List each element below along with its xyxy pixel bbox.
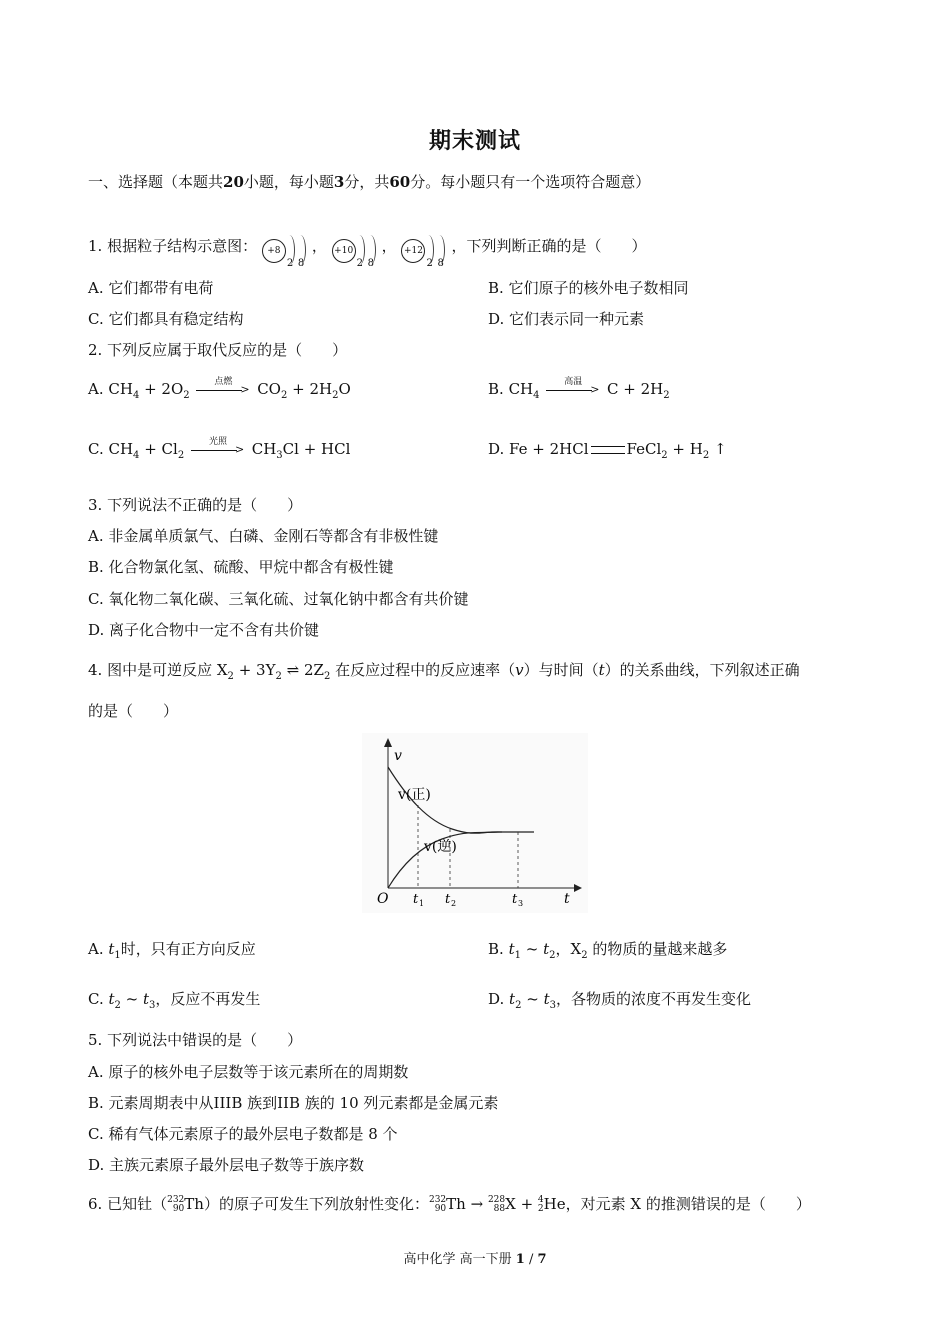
tick-t2-sub: 2 bbox=[451, 899, 457, 908]
q6-stem-c: ，对元素 X 的推测错误的是（ ） bbox=[565, 1195, 811, 1213]
q1-stem-prefix: 1. 根据粒子结构示意图： bbox=[88, 237, 258, 255]
x-axis-label: t bbox=[564, 891, 570, 907]
q4-stem-c: ）与时间（ bbox=[523, 661, 599, 679]
q4-option-c: C. $t_2$ ~ $t_3$，反应不再发生 bbox=[88, 990, 261, 1011]
shell-count: 8 bbox=[367, 258, 375, 269]
tick-t3: t bbox=[512, 892, 518, 907]
q5-option-a: A. 原子的核外电子层数等于该元素所在的周期数 bbox=[88, 1063, 409, 1081]
q5-option-c: C. 稀有气体元素原子的最外层电子数都是 8 个 bbox=[88, 1125, 398, 1143]
shell-count: 8 bbox=[437, 258, 444, 269]
reverse-curve-label: v(逆) bbox=[424, 839, 457, 855]
th-number: 90 bbox=[434, 1204, 447, 1214]
q2-b-label: B. bbox=[488, 380, 504, 398]
q4-a-text: 时，只有正方向反应 bbox=[120, 940, 256, 958]
q3-option-a: A. 非金属单质氯气、白磷、金刚石等都含有非极性键 bbox=[88, 527, 439, 545]
th-symbol: Th bbox=[184, 1195, 204, 1213]
atom-diagram-3 bbox=[401, 227, 451, 267]
q2-option-c: C. $CH_4 + Cl_2$ 光照 > $CH_3Cl$ + HCl bbox=[88, 440, 350, 461]
x-mass: 228 bbox=[487, 1195, 506, 1205]
q2-a-label: A. bbox=[88, 380, 104, 398]
q4-stem-b: 在反应过程中的反应速率（ bbox=[335, 661, 516, 679]
q2-option-a: A. $CH_4 + 2O_2$ 点燃 > $CO_2 + 2H_2O$ bbox=[88, 380, 351, 401]
q1-sep: ， bbox=[311, 237, 327, 255]
shell-count: 2 bbox=[286, 258, 294, 269]
question-4-stem: 4. 图中是可逆反应 $X_2 + 3Y_2$ ⇌ $2Z_2$ 在反应过程中的反应速率（v）与时间（t）的关系曲线，下列叙述正确 bbox=[88, 661, 800, 682]
th-nuclide-scripts bbox=[167, 1196, 184, 1214]
q4-option-b: B. $t_1$ ~ $t_2$，$X_2$ 的物质的量越来越多 bbox=[488, 940, 728, 961]
q2-d-label: D. bbox=[488, 440, 505, 458]
tick-t3-sub: 3 bbox=[518, 899, 524, 908]
section-total: 60 bbox=[389, 173, 411, 191]
footer-sep: / bbox=[524, 1252, 538, 1267]
section-header bbox=[88, 171, 650, 192]
he-mass: 4 bbox=[537, 1195, 544, 1205]
tick-t2: t bbox=[445, 892, 451, 907]
q1-stem-suffix: ，下列判断正确的是（ ） bbox=[451, 237, 647, 255]
q1-option-b: B. 它们原子的核外电子数相同 bbox=[488, 279, 689, 297]
q5-option-d: D. 主族元素原子最外层电子数等于族序数 bbox=[88, 1156, 365, 1174]
y-axis-label: v bbox=[394, 748, 402, 764]
q1-option-a: A. 它们都带有电荷 bbox=[88, 279, 214, 297]
q4-c-text: ，反应不再发生 bbox=[155, 990, 261, 1008]
question-5-stem: 5. 下列说法中错误的是（ ） bbox=[88, 1031, 303, 1049]
question-4-stem-line2: 的是（ ） bbox=[88, 702, 179, 720]
section-score: 3 bbox=[333, 173, 345, 191]
q3-option-b: B. 化合物氯化氢、硫酸、甲烷中都含有极性键 bbox=[88, 558, 394, 576]
footer-total: 7 bbox=[537, 1252, 547, 1267]
he-symbol: He bbox=[543, 1195, 566, 1213]
tick-t1: t bbox=[413, 892, 419, 907]
q4-d-label: D. bbox=[488, 990, 505, 1008]
q3-option-c: C. 氧化物二氧化碳、三氧化硫、过氧化钠中都含有共价键 bbox=[88, 590, 469, 608]
q1-sep: ， bbox=[381, 237, 397, 255]
shell-count: 8 bbox=[297, 258, 305, 269]
q2-option-b: B. $CH_4$ 高温 > $C + 2H_2$ bbox=[488, 380, 670, 401]
question-3-stem: 3. 下列说法不正确的是（ ） bbox=[88, 496, 303, 514]
atom-diagram-1 bbox=[262, 227, 312, 267]
reaction-arrow: 点燃 > bbox=[196, 383, 250, 397]
q4-b-label: B. bbox=[488, 940, 504, 958]
q2-option-d: D. Fe + 2HCl FeCl$_2$ + $H_2$ ↑ bbox=[488, 440, 727, 461]
section-mid2: 分，共 bbox=[344, 173, 390, 191]
th-mass: 232 bbox=[428, 1195, 447, 1205]
forward-curve-label: v(正) bbox=[398, 787, 431, 803]
atom-diagram-2 bbox=[332, 227, 382, 267]
page-title: 期末测试 bbox=[428, 128, 521, 154]
section-count: 20 bbox=[223, 173, 244, 191]
origin-label: O bbox=[377, 891, 389, 907]
q4-option-d: D. $t_2$ ~ $t_3$，各物质的浓度不再发生变化 bbox=[488, 990, 751, 1011]
page-footer bbox=[0, 1248, 950, 1267]
equals-sign bbox=[591, 446, 625, 454]
nucleus-2: +10 bbox=[332, 239, 356, 263]
footer-page: 1 bbox=[515, 1252, 525, 1267]
section-suffix: 分。每小题只有一个选项符合题意） bbox=[410, 173, 651, 191]
th-symbol: Th bbox=[446, 1195, 466, 1213]
q1-option-d: D. 它们表示同一种元素 bbox=[488, 310, 645, 328]
reaction-arrow: 光照 > bbox=[191, 443, 245, 457]
q4-c-label: C. bbox=[88, 990, 104, 1008]
q4-b-text: 的物质的量越来越多 bbox=[592, 940, 728, 958]
question-6-stem: 6. 已知钍（232 90Th）的原子可发生下列放射性变化：232 90Th → 228 88X + 4 2He，对元素 X 的推测错误的是（ ） bbox=[88, 1195, 811, 1214]
q4-a-label: A. bbox=[88, 940, 104, 958]
he-number: 2 bbox=[537, 1204, 544, 1214]
condition-label: 光照 bbox=[208, 437, 227, 447]
th-nuclide-scripts-2 bbox=[429, 1196, 446, 1214]
q6-stem-a: 6. 已知钍（ bbox=[88, 1195, 168, 1213]
q2-c-label: C. bbox=[88, 440, 104, 458]
x-symbol: X bbox=[505, 1195, 516, 1213]
q4-t: t bbox=[598, 661, 605, 679]
footer-text: 高中化学 高一下册 bbox=[403, 1252, 512, 1267]
x-number: 88 bbox=[493, 1204, 506, 1214]
q4-option-a: A. $t_1$时，只有正方向反应 bbox=[88, 940, 256, 961]
shell-count: 2 bbox=[426, 258, 433, 269]
section-prefix: 一、选择题（本题共 bbox=[88, 173, 224, 191]
q4-stem-d: ）的关系曲线，下列叙述正确 bbox=[604, 661, 800, 679]
reaction-arrow: 高温 > bbox=[546, 383, 600, 397]
question-1-stem bbox=[88, 226, 647, 269]
q5-option-b: B. 元素周期表中从IIIB 族到IIB 族的 10 列元素都是金属元素 bbox=[88, 1094, 499, 1112]
q4-stem-a: 4. 图中是可逆反应 bbox=[88, 661, 213, 679]
x-nuclide-scripts bbox=[488, 1196, 505, 1214]
condition-label: 高温 bbox=[564, 377, 583, 387]
gas-arrow: ↑ bbox=[713, 440, 727, 458]
q6-stem-b: ）的原子可发生下列放射性变化： bbox=[203, 1195, 429, 1213]
q4-v: v bbox=[515, 661, 524, 679]
rate-time-chart bbox=[362, 733, 588, 913]
th-mass: 232 bbox=[167, 1195, 185, 1205]
shell-count: 2 bbox=[356, 258, 364, 269]
q3-option-d: D. 离子化合物中一定不含有共价键 bbox=[88, 621, 320, 639]
nucleus-3: +12 bbox=[401, 239, 425, 263]
tick-t1-sub: 1 bbox=[419, 899, 425, 908]
condition-label: 点燃 bbox=[214, 377, 233, 387]
th-number: 90 bbox=[172, 1204, 185, 1214]
q1-option-c: C. 它们都具有稳定结构 bbox=[88, 310, 244, 328]
nucleus-1: +8 bbox=[262, 239, 286, 263]
question-2-stem: 2. 下列反应属于取代反应的是（ ） bbox=[88, 341, 348, 359]
q4-d-text: ，各物质的浓度不再发生变化 bbox=[555, 990, 751, 1008]
section-mid1: 小题，每小题 bbox=[243, 173, 334, 191]
